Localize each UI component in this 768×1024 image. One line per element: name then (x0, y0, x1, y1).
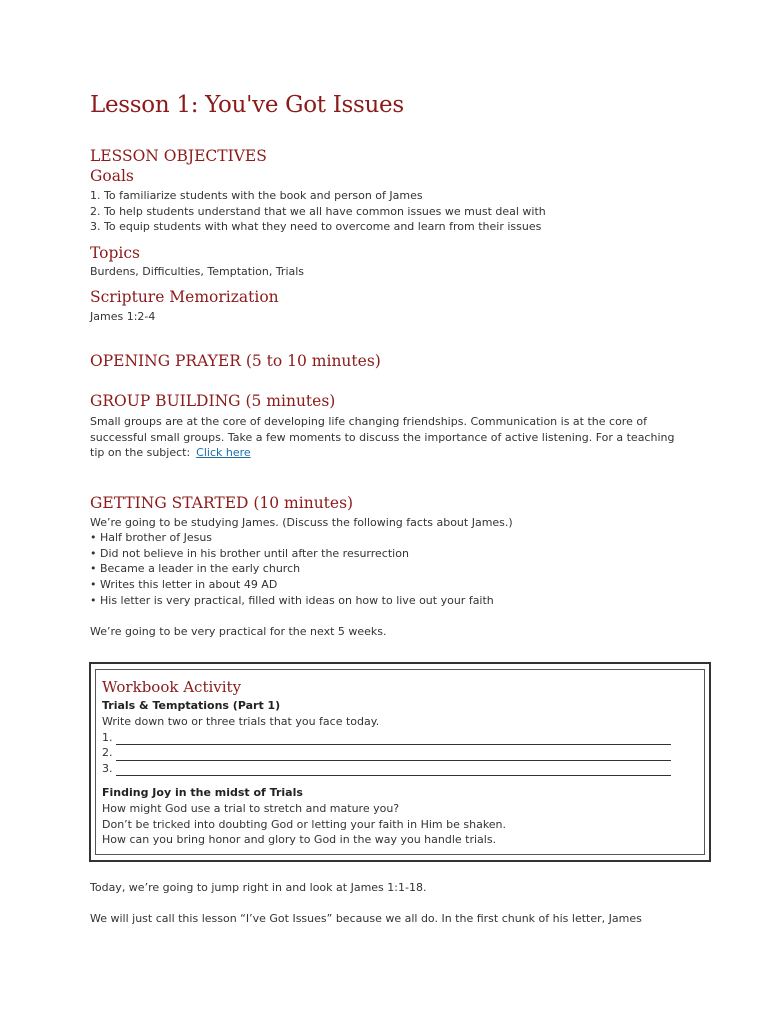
goal-item-1: 1. To familiarize students with the book and person of James (90, 189, 423, 202)
answer-label-1: 1. (102, 730, 113, 744)
group-building-text (90, 414, 680, 461)
objectives-heading: LESSON OBJECTIVES (90, 147, 267, 165)
workbook-question-2: Don’t be tricked into doubting God or letting your faith in Him be shaken. (102, 817, 507, 831)
scripture-heading: Scripture Memorization (90, 288, 279, 306)
list-item: • His letter is very practical, filled with ideas on how to live out your faith (90, 593, 494, 607)
group-building-body: Small groups are at the core of developing life changing friendships. Communication is at the core of successful small groups. Take a few moments to discuss the importance of active listening. For a teaching tip on the subject: (90, 415, 675, 459)
blank-line-1[interactable] (116, 733, 671, 745)
goals-heading: Goals (90, 167, 134, 185)
workbook-subheading-joy: Finding Joy in the midst of Trials (102, 786, 303, 799)
workbook-question-1: How might God use a trial to stretch and mature you? (102, 802, 400, 815)
list-item: • Did not believe in his brother until after the resurrection (90, 546, 409, 560)
lesson-title: Lesson 1: You've Got Issues (90, 92, 404, 118)
list-item: • Half brother of Jesus (90, 531, 213, 544)
list-item: • Writes this letter in about 49 AD (90, 578, 278, 592)
james-facts-list (90, 530, 494, 609)
workbook-question-3: How can you bring honor and glory to God in the way you handle trials. (102, 833, 497, 846)
footer-line-1: Today, we’re going to jump right in and look at James 1:1-18. (90, 881, 427, 894)
workbook-title: Workbook Activity (102, 678, 242, 696)
workbook-subheading-trials: Trials & Temptations (Part 1) (102, 699, 281, 712)
answer-line-2 (102, 745, 698, 761)
goal-item-2: 2. To help students understand that we all have common issues we must deal with (90, 205, 546, 218)
getting-started-intro: We’re going to be studying James. (Discuss the following facts about James.) (90, 516, 513, 529)
topics-heading: Topics (90, 244, 140, 262)
answer-label-3: 3. (102, 761, 113, 775)
goal-item-3: 3. To equip students with what they need to overcome and learn from their issues (90, 220, 542, 233)
workbook-activity-box (89, 662, 711, 862)
getting-started-heading: GETTING STARTED (10 minutes) (90, 494, 354, 512)
opening-prayer-heading: OPENING PRAYER (5 to 10 minutes) (90, 352, 381, 370)
scripture-text: James 1:2-4 (90, 310, 156, 323)
workbook-activity-inner (95, 669, 705, 855)
workbook-instruction: Write down two or three trials that you face today. (102, 715, 380, 728)
getting-started-closing: We’re going to be very practical for the next 5 weeks. (90, 625, 387, 638)
answer-label-2: 2. (102, 746, 113, 759)
footer-line-2: We will just call this lesson “I’ve Got Issues” because we all do. In the first chunk of his letter, James (90, 912, 642, 925)
answer-line-3 (102, 761, 698, 777)
blank-line-3[interactable] (116, 764, 671, 776)
topics-text: Burdens, Difficulties, Temptation, Trials (90, 265, 305, 278)
click-here-link[interactable]: Click here (196, 446, 251, 459)
group-building-heading: GROUP BUILDING (5 minutes) (90, 392, 336, 410)
answer-line-1 (102, 730, 698, 746)
blank-line-2[interactable] (116, 749, 671, 761)
list-item: • Became a leader in the early church (90, 562, 301, 576)
